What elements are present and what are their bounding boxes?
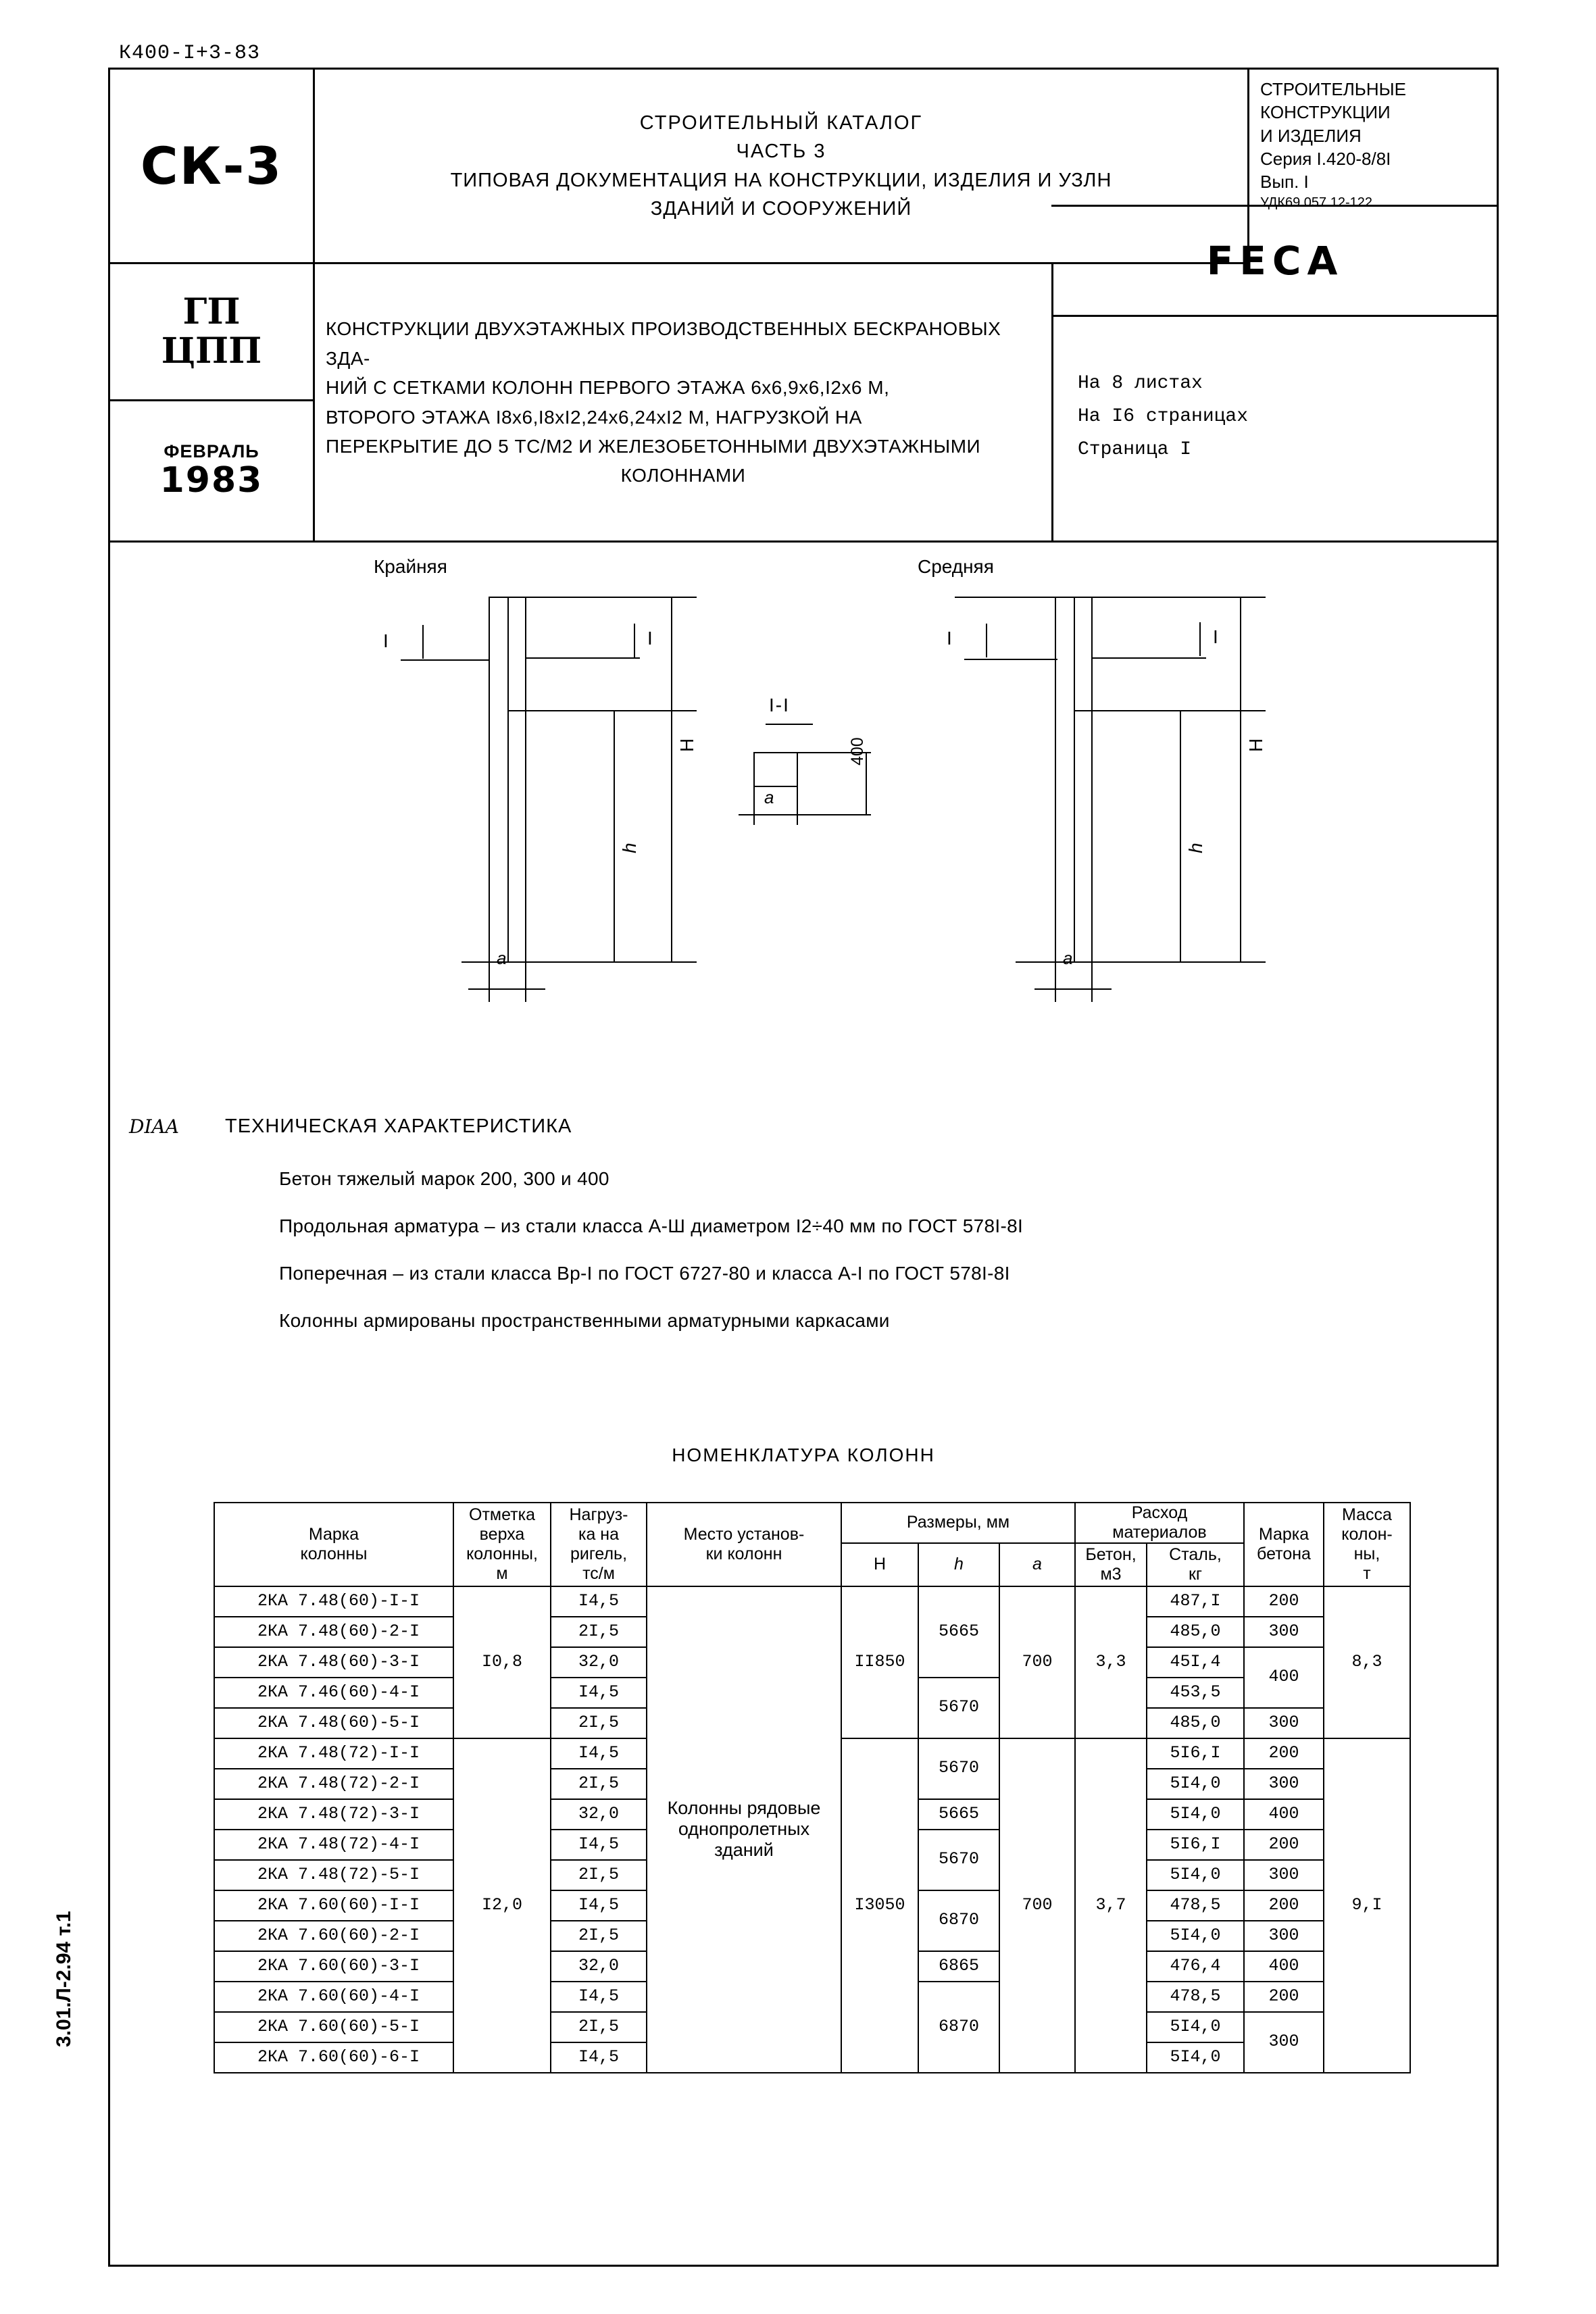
sheets-count: На 8 листах bbox=[1078, 373, 1203, 394]
cell-marka-betona: 300 bbox=[1244, 1708, 1324, 1738]
cell-nagruzka: 2I,5 bbox=[551, 1860, 647, 1890]
cell-nagruzka: I4,5 bbox=[551, 1678, 647, 1708]
year-label: 1983 bbox=[159, 460, 264, 501]
cell-massa: 9,I bbox=[1324, 1738, 1410, 2073]
th-nagruzka-l1: Нагруз- bbox=[569, 1505, 628, 1525]
right-column-left-edge bbox=[1055, 597, 1056, 961]
right-dim-a-left-tick bbox=[1055, 961, 1056, 1002]
right-dim-a-right-tick bbox=[1091, 961, 1093, 1002]
th-marka-betona-l1: Марка bbox=[1258, 1525, 1310, 1544]
cell-marka: 2КА 7.48(72)-5-I bbox=[214, 1860, 453, 1890]
cell-stal: 478,5 bbox=[1147, 1890, 1244, 1921]
th-nagruzka-l2: ка на bbox=[578, 1525, 620, 1544]
th-otmetka bbox=[453, 1503, 551, 1586]
th-rashod bbox=[1075, 1503, 1244, 1543]
cell-marka-betona: 200 bbox=[1244, 1738, 1324, 1769]
cell-marka-betona: 300 bbox=[1244, 1617, 1324, 1647]
cell-marka-betona: 300 bbox=[1244, 2012, 1324, 2073]
right-dim-a-line bbox=[1034, 988, 1112, 990]
left-section-line-right bbox=[525, 657, 640, 659]
cell-h: 5670 bbox=[918, 1830, 999, 1890]
section-rect-left bbox=[753, 752, 755, 787]
right-section-line-right bbox=[1091, 657, 1206, 659]
cell-nagruzka: I4,5 bbox=[551, 1586, 647, 1617]
cell-marka-betona: 300 bbox=[1244, 1921, 1324, 1951]
th-nagruzka bbox=[551, 1503, 647, 1586]
left-section-line-left bbox=[401, 659, 489, 661]
series-line-3: И ИЗДЕЛИЯ bbox=[1260, 125, 1362, 146]
cell-stal: 478,5 bbox=[1147, 1982, 1244, 2012]
th-H: H bbox=[841, 1543, 918, 1586]
th-nagruzka-l3: ригель, bbox=[570, 1544, 628, 1563]
cell-nagruzka: 2I,5 bbox=[551, 1769, 647, 1799]
left-dim-a-right-tick bbox=[525, 961, 526, 1002]
cell-nagruzka: 32,0 bbox=[551, 1799, 647, 1830]
section-dim-400-bottom-ext bbox=[798, 814, 871, 815]
th-rashod-l1: Расход bbox=[1131, 1503, 1188, 1522]
series-line-5: Вып. I bbox=[1260, 172, 1309, 193]
columns-nomenclature-table bbox=[214, 1502, 1411, 2073]
gp-cpp-block bbox=[110, 264, 313, 399]
cell-stal: 5I4,0 bbox=[1147, 2042, 1244, 2073]
tech-line-4: Колонны армированы пространственными арматурными каркасами bbox=[279, 1310, 890, 1331]
cell-marka: 2КА 7.48(72)-4-I bbox=[214, 1830, 453, 1860]
tech-line-3: Поперечная – из стали класса Вр-I по ГОСТ 6727-80 и класса А-I по ГОСТ 578I-8I bbox=[279, 1263, 1010, 1284]
series-line-2: КОНСТРУКЦИИ bbox=[1260, 102, 1391, 123]
th-stal-l2: кг bbox=[1188, 1564, 1203, 1584]
cell-marka-betona: 300 bbox=[1244, 1860, 1324, 1890]
tech-line-2: Продольная арматура – из стали класса А-Ш диаметром I2÷40 мм по ГОСТ 578I-8I bbox=[279, 1215, 1024, 1236]
cell-h: 6870 bbox=[918, 1982, 999, 2073]
th-otmetka-l2: верха bbox=[479, 1525, 525, 1544]
section-dim-a-left-tick bbox=[753, 787, 755, 825]
cell-stal: 5I4,0 bbox=[1147, 1799, 1244, 1830]
cell-stal: 487,I bbox=[1147, 1586, 1244, 1617]
section-rect-bottom bbox=[753, 786, 798, 787]
feca-logo: FECA bbox=[1206, 238, 1344, 284]
th-massa bbox=[1324, 1503, 1410, 1586]
date-block bbox=[110, 401, 313, 540]
left-dim-H-label: H bbox=[676, 738, 697, 752]
th-massa-l3: ны, bbox=[1353, 1544, 1380, 1563]
section-rect-right bbox=[797, 752, 798, 787]
cell-stal: 485,0 bbox=[1147, 1617, 1244, 1647]
gp-label: ГП bbox=[182, 291, 241, 332]
diaa-marker: DIAA bbox=[129, 1115, 179, 1138]
right-dim-a-label: a bbox=[1063, 948, 1073, 968]
th-razmery: Размеры, мм bbox=[841, 1503, 1075, 1543]
drawing-area bbox=[110, 543, 1497, 1482]
left-dim-a-line bbox=[468, 988, 545, 990]
right-dim-h-label: h bbox=[1185, 842, 1206, 853]
title-line-4: ЗДАНИЙ И СООРУЖЕНИЙ bbox=[650, 197, 912, 220]
cell-otmetka: I2,0 bbox=[453, 1738, 551, 2073]
cell-marka-betona: 200 bbox=[1244, 1982, 1324, 2012]
th-massa-l2: колон- bbox=[1341, 1525, 1393, 1544]
th-marka-l2: колонны bbox=[300, 1544, 368, 1563]
header-block bbox=[110, 70, 1497, 543]
th-beton bbox=[1075, 1543, 1147, 1586]
title-line-2: ЧАСТЬ 3 bbox=[736, 141, 826, 163]
cell-H: I3050 bbox=[841, 1738, 918, 2073]
cell-nagruzka: I4,5 bbox=[551, 1890, 647, 1921]
tech-heading: ТЕХНИЧЕСКАЯ ХАРАКТЕРИСТИКА bbox=[225, 1115, 572, 1137]
cell-nagruzka: I4,5 bbox=[551, 2042, 647, 2073]
vertical-archive-code: 3.01.Л-2.94 т.1 bbox=[53, 1911, 75, 2047]
cell-marka: 2КА 7.60(60)-2-I bbox=[214, 1921, 453, 1951]
cell-nagruzka: I4,5 bbox=[551, 1738, 647, 1769]
left-section-arrow-left bbox=[422, 625, 424, 659]
cell-a: 700 bbox=[999, 1586, 1075, 1738]
right-dim-H-label: H bbox=[1245, 738, 1266, 752]
th-otmetka-l4: м bbox=[496, 1563, 508, 1583]
description-line-5: КОЛОННАМИ bbox=[620, 465, 746, 486]
cell-stal: 5I4,0 bbox=[1147, 1860, 1244, 1890]
left-section-mark-I-left: I bbox=[383, 630, 389, 651]
cell-massa: 8,3 bbox=[1324, 1586, 1410, 1738]
section-dim-a-right-tick bbox=[797, 787, 798, 825]
right-section-arrow-right bbox=[1199, 622, 1201, 656]
cell-nagruzka: 2I,5 bbox=[551, 1921, 647, 1951]
cell-h: 5665 bbox=[918, 1799, 999, 1830]
description-block bbox=[315, 264, 1051, 540]
right-section-mark-I-left: I bbox=[947, 628, 952, 649]
left-dim-H-line bbox=[671, 597, 672, 961]
cell-h: 6870 bbox=[918, 1890, 999, 1951]
cell-marka-betona: 200 bbox=[1244, 1890, 1324, 1921]
cell-stal: 476,4 bbox=[1147, 1951, 1244, 1982]
cell-marka: 2КА 7.48(72)-3-I bbox=[214, 1799, 453, 1830]
cell-marka: 2КА 7.48(60)-2-I bbox=[214, 1617, 453, 1647]
main-frame bbox=[108, 68, 1499, 2267]
cell-marka-betona: 200 bbox=[1244, 1586, 1324, 1617]
cell-marka-betona: 400 bbox=[1244, 1799, 1324, 1830]
th-massa-l4: т bbox=[1363, 1563, 1371, 1583]
section-title-underline bbox=[766, 724, 813, 725]
right-section-line-left bbox=[964, 659, 1057, 660]
title-line-1: СТРОИТЕЛЬНЫЙ КАТАЛОГ bbox=[639, 112, 923, 134]
th-beton-l1: Бетон, bbox=[1085, 1544, 1137, 1564]
series-block bbox=[1249, 70, 1497, 210]
right-dim-h-line bbox=[1180, 710, 1181, 961]
cell-marka: 2КА 7.48(72)-I-I bbox=[214, 1738, 453, 1769]
th-stal-l1: Сталь, bbox=[1169, 1544, 1222, 1564]
cell-marka: 2КА 7.60(60)-3-I bbox=[214, 1951, 453, 1982]
th-marka bbox=[214, 1503, 453, 1586]
mesto-line-2: однопролетных bbox=[678, 1818, 810, 1839]
cell-marka: 2КА 7.60(60)-5-I bbox=[214, 2012, 453, 2042]
label-krainyaya: Крайняя bbox=[374, 556, 447, 577]
description-line-4: ПЕРЕКРЫТИЕ ДО 5 ТС/М2 И ЖЕЛЕЗОБЕТОННЫМИ ДВУХЭТАЖНЫМИ bbox=[326, 435, 981, 457]
right-column-right-edge bbox=[1091, 597, 1093, 961]
right-top-axis bbox=[955, 597, 1266, 598]
cell-marka: 2КА 7.46(60)-4-I bbox=[214, 1678, 453, 1708]
catalog-code: СК-3 bbox=[140, 136, 283, 196]
left-mid-axis bbox=[507, 710, 697, 711]
left-dim-h-label: h bbox=[619, 842, 640, 853]
cell-nagruzka: 32,0 bbox=[551, 1647, 647, 1678]
tech-line-1: Бетон тяжелый марок 200, 300 и 400 bbox=[279, 1168, 609, 1189]
document-code: К400-I+3-83 bbox=[119, 42, 261, 65]
description-line-2: НИЙ С СЕТКАМИ КОЛОНН ПЕРВОГО ЭТАЖА 6х6,9х6,I2х6 М, bbox=[326, 377, 890, 399]
page-number: Страница I bbox=[1078, 439, 1192, 460]
right-section-arrow-left bbox=[986, 624, 987, 657]
cell-stal: 45I,4 bbox=[1147, 1647, 1244, 1678]
cell-h: 5670 bbox=[918, 1678, 999, 1738]
cell-marka-betona: 200 bbox=[1244, 1830, 1324, 1860]
cell-nagruzka: 2I,5 bbox=[551, 1617, 647, 1647]
th-massa-l1: Масса bbox=[1342, 1505, 1392, 1525]
left-column-outer-left-edge bbox=[489, 597, 490, 961]
cell-nagruzka: I4,5 bbox=[551, 1982, 647, 2012]
th-stal bbox=[1147, 1543, 1244, 1586]
cell-stal: 5I4,0 bbox=[1147, 1769, 1244, 1799]
th-nagruzka-l4: тс/м bbox=[582, 1563, 615, 1583]
description-line-3: ВТОРОГО ЭТАЖА I8х6,I8хI2,24х6,24хI2 М, НАГРУЗКОЙ НА bbox=[326, 406, 862, 428]
udk-code: УДК69.057.12-122 bbox=[1260, 195, 1373, 210]
cell-marka: 2КА 7.48(60)-5-I bbox=[214, 1708, 453, 1738]
series-line-4: Серия I.420-8/8I bbox=[1260, 148, 1391, 169]
label-srednyaya: Средняя bbox=[918, 556, 994, 577]
cell-beton: 3,7 bbox=[1075, 1738, 1147, 2073]
left-section-mark-I-right: I bbox=[647, 628, 653, 649]
cell-beton: 3,3 bbox=[1075, 1586, 1147, 1738]
cell-marka: 2КА 7.48(60)-I-I bbox=[214, 1586, 453, 1617]
th-h: h bbox=[918, 1543, 999, 1586]
section-dim-a-line bbox=[739, 814, 803, 815]
left-section-arrow-right bbox=[634, 624, 635, 657]
cell-a: 700 bbox=[999, 1738, 1075, 2073]
th-mesto-l2: ки колонн bbox=[705, 1544, 782, 1563]
cpp-label: ЦПП bbox=[161, 330, 262, 372]
cell-h: 6865 bbox=[918, 1951, 999, 1982]
cell-stal: 5I6,I bbox=[1147, 1738, 1244, 1769]
mesto-line-1: Колонны рядовые bbox=[667, 1797, 821, 1818]
th-rashod-l2: материалов bbox=[1112, 1522, 1207, 1542]
title-line-3: ТИПОВАЯ ДОКУМЕНТАЦИЯ НА КОНСТРУКЦИИ, ИЗДЕЛИЯ И УЗЛН bbox=[450, 169, 1112, 191]
section-title: I-I bbox=[769, 695, 790, 715]
cell-stal: 5I6,I bbox=[1147, 1830, 1244, 1860]
cell-marka: 2КА 7.48(60)-3-I bbox=[214, 1647, 453, 1678]
cell-marka: 2КА 7.48(72)-2-I bbox=[214, 1769, 453, 1799]
right-section-mark-I-right: I bbox=[1213, 626, 1218, 647]
series-line-1: СТРОИТЕЛЬНЫЕ bbox=[1260, 79, 1406, 99]
cell-stal: 5I4,0 bbox=[1147, 2012, 1244, 2042]
right-bottom-axis bbox=[1016, 961, 1266, 963]
cell-H: II850 bbox=[841, 1586, 918, 1738]
cell-h: 5670 bbox=[918, 1738, 999, 1799]
left-column-right-edge bbox=[525, 597, 526, 961]
cell-marka-betona: 400 bbox=[1244, 1951, 1324, 1982]
cell-stal: 485,0 bbox=[1147, 1708, 1244, 1738]
left-top-axis bbox=[489, 597, 697, 598]
cell-marka: 2КА 7.60(60)-4-I bbox=[214, 1982, 453, 2012]
section-dim-400-label: 400 bbox=[848, 737, 867, 765]
left-dim-a-left-tick bbox=[489, 961, 490, 1002]
cell-stal: 5I4,0 bbox=[1147, 1921, 1244, 1951]
table-row bbox=[214, 1586, 1410, 1617]
cell-h: 5665 bbox=[918, 1586, 999, 1678]
right-mid-axis bbox=[1074, 710, 1266, 711]
section-dim-a-label: a bbox=[764, 787, 774, 807]
cell-marka-betona: 300 bbox=[1244, 1769, 1324, 1799]
pages-count: На I6 страницах bbox=[1078, 406, 1249, 427]
th-marka-betona bbox=[1244, 1503, 1324, 1586]
cell-marka-betona: 400 bbox=[1244, 1647, 1324, 1708]
cell-stal: 453,5 bbox=[1147, 1678, 1244, 1708]
cell-nagruzka: 32,0 bbox=[551, 1951, 647, 1982]
table-title: НОМЕНКЛАТУРА КОЛОНН bbox=[672, 1444, 935, 1465]
th-marka-betona-l2: бетона bbox=[1257, 1544, 1311, 1563]
th-otmetka-l3: колонны, bbox=[466, 1544, 538, 1563]
th-beton-l2: м3 bbox=[1100, 1564, 1122, 1584]
cell-nagruzka: 2I,5 bbox=[551, 2012, 647, 2042]
cell-marka: 2КА 7.60(60)-I-I bbox=[214, 1890, 453, 1921]
th-otmetka-l1: Отметка bbox=[469, 1505, 535, 1525]
right-dim-H-line bbox=[1240, 597, 1241, 961]
month-label: ФЕВРАЛЬ bbox=[164, 441, 259, 461]
mesto-line-3: зданий bbox=[714, 1840, 774, 1861]
description-line-1: КОНСТРУКЦИИ ДВУХЭТАЖНЫХ ПРОИЗВОДСТВЕННЫХ БЕСКРАНОВЫХ ЗДА- bbox=[326, 318, 1001, 369]
left-column-inner-edge bbox=[507, 597, 509, 961]
cell-mesto bbox=[647, 1586, 841, 2073]
sheet-info-block bbox=[1053, 317, 1497, 540]
section-rect-top bbox=[753, 752, 798, 753]
cell-marka: 2КА 7.60(60)-6-I bbox=[214, 2042, 453, 2073]
th-mesto-l1: Место установ- bbox=[683, 1525, 805, 1544]
th-a: a bbox=[999, 1543, 1075, 1586]
cell-otmetka: I0,8 bbox=[453, 1586, 551, 1738]
right-column-inner-edge bbox=[1074, 597, 1075, 961]
cell-nagruzka: I4,5 bbox=[551, 1830, 647, 1860]
cell-nagruzka: 2I,5 bbox=[551, 1708, 647, 1738]
th-mesto bbox=[647, 1503, 841, 1586]
left-dim-a-label: a bbox=[497, 948, 507, 968]
th-marka-l1: Марка bbox=[308, 1525, 359, 1544]
left-dim-h-line bbox=[614, 710, 615, 961]
